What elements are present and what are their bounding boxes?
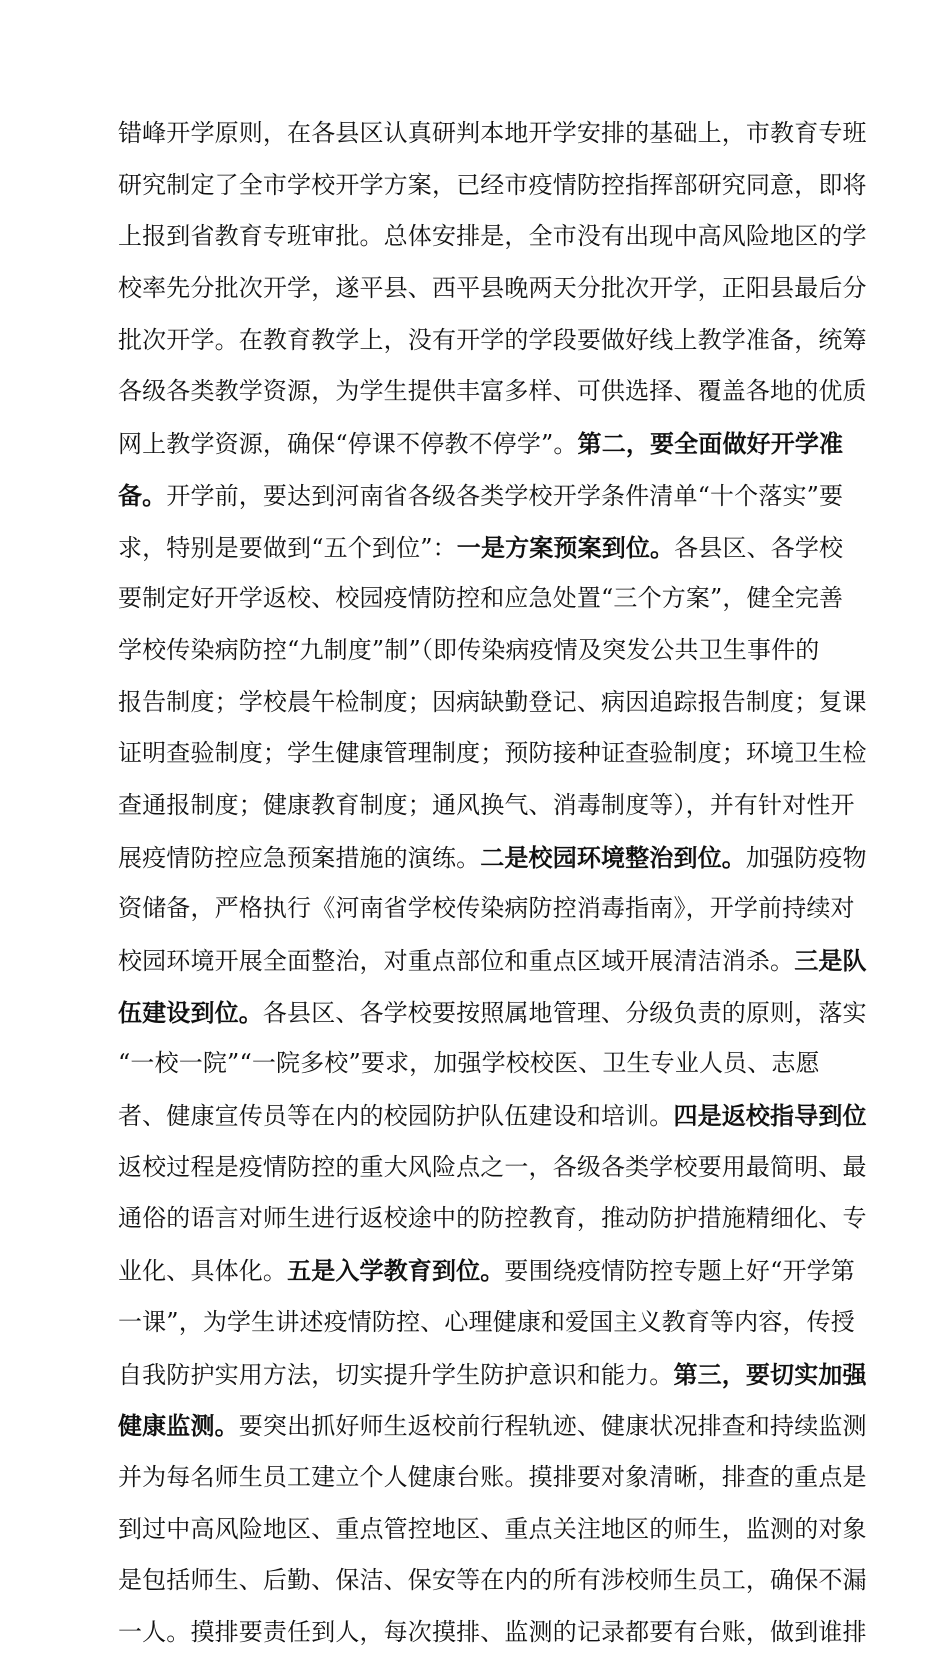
text-line <box>118 573 844 625</box>
text-line <box>118 1400 867 1452</box>
text-line <box>118 728 867 780</box>
text-line <box>118 108 867 160</box>
text-segment: 要突出抓好师生返校前行程轨迹、健康状况排查和持续监测 <box>238 1412 867 1441</box>
text-segment: 一课”，为学生讲述疫情防控、心理健康和爱国主义教育等内容，传授 <box>118 1307 855 1336</box>
text-segment: 错峰开学原则，在各县区认真研判本地开学安排的基础上，市教育专班 <box>118 119 867 147</box>
bold-text-segment: 一是方案预案到位。 <box>456 532 675 562</box>
text-segment: 要围绕疫情防控专题上好“开学第 <box>504 1257 855 1286</box>
text-segment: 到过中高风险地区、重点管控地区、重点关注地区的师生，监测的对象 <box>118 1514 867 1543</box>
text-line <box>118 1349 867 1401</box>
text-segment: 研究制定了全市学校开学方案，已经市疫情防控指挥部研究同意，即将 <box>118 170 867 199</box>
bold-text-segment: 二是校园环境整治到位。 <box>480 842 746 872</box>
text-line <box>118 1193 867 1245</box>
text-segment: 校率先分批次开学，遂平县、西平县晚两天分批次开学，正阳县最后分 <box>118 274 867 303</box>
text-line <box>118 1245 855 1297</box>
text-segment: 上报到省教育专班审批。总体安排是，全市没有出现中高风险地区的学 <box>118 222 867 251</box>
text-segment: 并为每名师生员工建立个人健康台账。摸排要对象清晰，排查的重点是 <box>118 1462 867 1491</box>
text-line <box>118 1452 867 1504</box>
bold-text-segment: 第二，要全面做好开学准 <box>577 429 844 459</box>
text-segment: 加强防疫物 <box>745 843 867 872</box>
bold-text-segment: 三是队 <box>794 946 867 975</box>
text-segment: 证明查验制度；学生健康管理制度；预防接种证查验制度；环境卫生检 <box>118 739 867 768</box>
text-line <box>118 832 867 884</box>
text-segment: 报告制度；学校晨午检制度；因病缺勤登记、病因追踪报告制度；复课 <box>118 687 867 716</box>
text-line <box>118 211 867 263</box>
text-segment: 业化、具体化。 <box>118 1257 288 1286</box>
text-segment: 资储备，严格执行《河南省学校传染病防控消毒指南》，开学前持续对 <box>118 894 855 923</box>
text-line <box>118 625 838 677</box>
bold-text-segment: 五是入学教育到位。 <box>287 1256 505 1286</box>
text-segment: “一校一院”“一院多校”要求，加强学校校医、卫生专业人员、志愿 <box>118 1049 820 1078</box>
text-line <box>118 1038 838 1090</box>
text-line <box>118 366 867 418</box>
text-segment: 网上教学资源，确保“停课不停教不停学”。 <box>118 430 578 459</box>
bold-text-segment: 备。 <box>118 480 167 510</box>
text-segment: 通俗的语言对师生进行返校途中的防控教育，推动防护措施精细化、专 <box>118 1204 867 1233</box>
text-segment: 校园环境开展全面整治，对重点部位和重点区域开展清洁消杀。 <box>118 947 795 975</box>
text-segment: 自我防护实用方法，切实提升学生防护意识和能力。 <box>118 1360 674 1389</box>
text-line <box>118 883 855 935</box>
text-segment: 是包括师生、后勤、保洁、保安等在内的所有涉校师生员工，确保不漏 <box>118 1566 867 1595</box>
text-line <box>118 315 867 367</box>
text-segment: 要制定好开学返校、校园疫情防控和应急处置“三个方案”，健全完善 <box>118 584 844 613</box>
text-segment: 开学前，要达到河南省各级各类学校开学条件清单“十个落实”要 <box>166 481 844 510</box>
bold-text-segment: 第三，要切实加强 <box>673 1359 867 1389</box>
text-line <box>118 677 867 729</box>
body-text <box>118 108 867 1659</box>
text-line <box>118 1555 867 1607</box>
text-line <box>118 1607 867 1659</box>
text-line <box>118 935 867 987</box>
text-segment: 返校过程是疫情防控的重大风险点之一，各级各类学校要用最简明、最 <box>118 1152 867 1181</box>
bold-text-segment: 健康监测。 <box>118 1411 239 1441</box>
text-line <box>118 780 855 832</box>
text-line <box>118 987 867 1039</box>
text-segment: 者、健康宣传员等在内的校园防护队伍建设和培训。 <box>118 1102 674 1131</box>
text-segment: 批次开学。在教育教学上，没有开学的学段要做好线上教学准备，统筹 <box>118 325 867 354</box>
text-segment: 查通报制度；健康教育制度；通风换气、消毒制度等），并有针对性开 <box>118 790 855 819</box>
bold-text-segment: 伍建设到位。 <box>118 997 263 1027</box>
text-segment: 求，特别是要做到“五个到位”： <box>118 533 457 562</box>
text-segment: 各县区、各学校 <box>674 533 844 562</box>
text-line <box>118 470 844 522</box>
text-segment: 展疫情防控应急预案措施的演练。 <box>118 843 481 872</box>
text-line <box>118 522 844 574</box>
bold-text-segment: 四是返校指导到位 <box>673 1101 867 1131</box>
text-segment: 一人。摸排要责任到人，每次摸排、监测的记录都要有台账，做到谁排 <box>118 1617 867 1646</box>
text-line <box>118 418 844 470</box>
text-line <box>118 1142 867 1194</box>
text-line <box>118 160 867 212</box>
text-segment: 学校传染病防控“九制度”制”（即传染病疫情及突发公共卫生事件的 <box>118 635 820 664</box>
text-line <box>118 263 867 315</box>
text-line <box>118 1504 867 1556</box>
text-line <box>118 1090 867 1142</box>
text-line <box>118 1297 855 1349</box>
text-segment: 各县区、各学校要按照属地管理、分级负责的原则，落实 <box>262 998 867 1027</box>
text-segment: 各级各类教学资源，为学生提供丰富多样、可供选择、覆盖各地的优质 <box>118 377 867 406</box>
